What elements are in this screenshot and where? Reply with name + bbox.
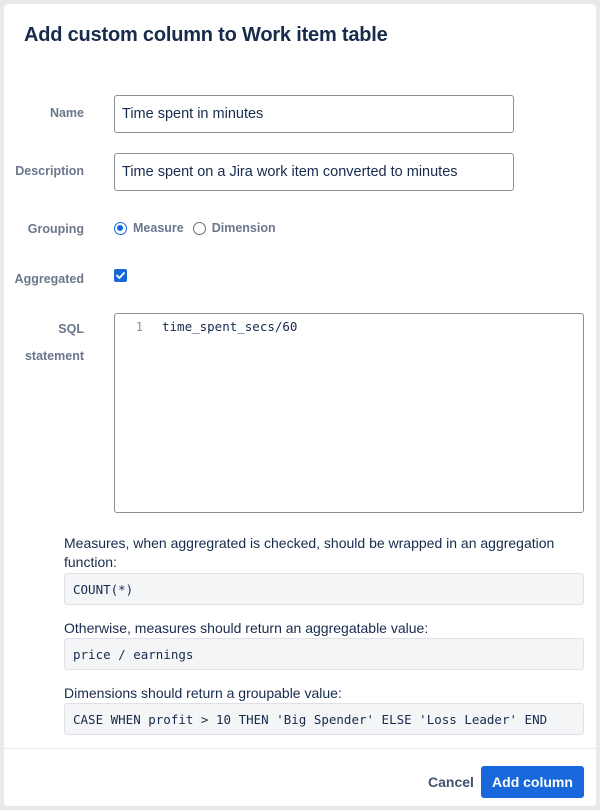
sql-editor[interactable] <box>114 313 584 513</box>
name-input[interactable] <box>114 95 514 133</box>
grouping-label: Grouping <box>27 222 84 236</box>
dimension-radio-label[interactable]: Dimension <box>211 221 276 235</box>
sql-code-line[interactable]: time_spent_secs/60 <box>162 319 298 334</box>
grouping-radio-group <box>114 219 285 237</box>
sql-label-line2: statement <box>24 349 84 363</box>
add-column-button[interactable]: Add column <box>481 766 584 798</box>
dimension-help: Dimensions should return a groupable value: <box>64 685 342 701</box>
dimension-radio[interactable] <box>193 222 206 235</box>
dialog-title: Add custom column to Work item table <box>24 24 388 46</box>
measure-radio[interactable] <box>114 222 127 235</box>
checkmark-icon <box>115 270 126 281</box>
measure-otherwise-help: Otherwise, measures should return an aggregatable value: <box>64 620 429 636</box>
line-number: 1 <box>135 320 143 334</box>
footer-divider <box>4 748 596 749</box>
name-label: Name <box>49 106 84 120</box>
measure-radio-label[interactable]: Measure <box>133 221 184 235</box>
aggregated-checkbox[interactable] <box>114 269 127 282</box>
measure-aggregated-example: COUNT(*) <box>64 573 584 605</box>
measure-otherwise-example: price / earnings <box>64 638 584 670</box>
sql-label-line1: SQL <box>58 322 84 336</box>
aggregated-label: Aggregated <box>14 272 84 286</box>
description-label: Description <box>15 164 84 178</box>
cancel-button[interactable]: Cancel <box>420 766 482 798</box>
dimension-example: CASE WHEN profit > 10 THEN 'Big Spender' ELSE 'Loss Leader' END <box>64 703 584 735</box>
add-custom-column-dialog <box>4 4 596 806</box>
measure-aggregated-help: Measures, when aggregrated is checked, should be wrapped in an aggregation function: <box>64 535 555 570</box>
description-input[interactable] <box>114 153 514 191</box>
